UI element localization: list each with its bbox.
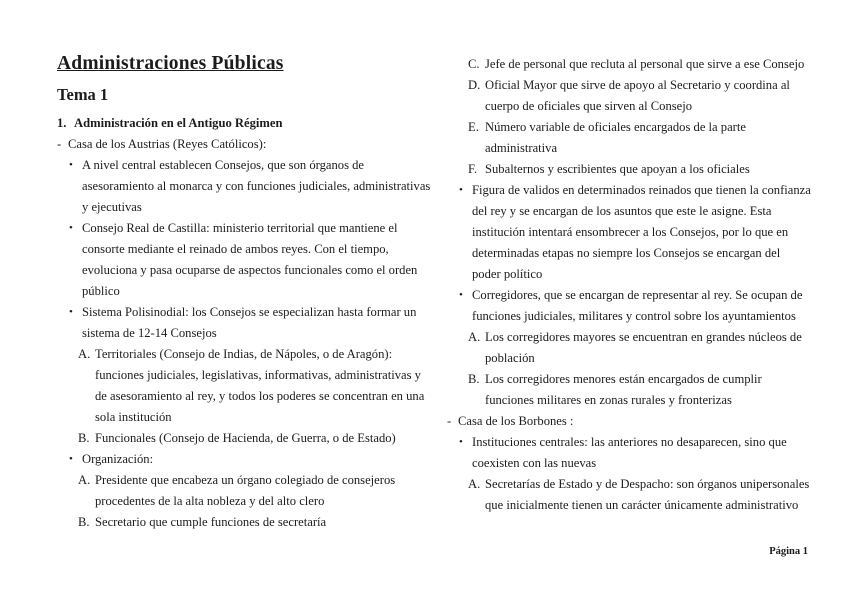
item-text: Corregidores, que se encargan de representar al rey. Se ocupan de funciones judiciales, militares y control sobre los ayuntamientos (472, 288, 803, 323)
item-text: Secretario que cumple funciones de secretaría (95, 515, 327, 529)
list-item (447, 327, 812, 369)
topic-heading: Tema 1 (57, 85, 109, 104)
list-item (447, 117, 812, 159)
bullet-marker: • (69, 453, 73, 465)
item-text: Número variable de oficiales encargados de la parte administrativa (485, 120, 746, 155)
list-item (57, 428, 433, 449)
letter-marker: D. (468, 78, 481, 92)
list-item (57, 449, 433, 470)
item-text: Funcionales (Consejo de Hacienda, de Guerra, o de Estado) (95, 431, 396, 445)
item-text: Los corregidores mayores se encuentran en grandes núcleos de población (485, 330, 802, 365)
letter-marker: B. (468, 372, 480, 386)
item-text: Oficial Mayor que sirve de apoyo al Secretario y coordina al cuerpo de oficiales que sirven al Consejo (485, 78, 790, 113)
letter-marker: B. (78, 431, 90, 445)
page-number: Página 1 (769, 546, 808, 557)
list-item (57, 302, 433, 344)
list-item (57, 218, 433, 302)
item-text: Instituciones centrales: las anteriores no desaparecen, sino que coexisten con las nuevas (472, 435, 787, 470)
letter-marker: A. (468, 477, 481, 491)
list-item (447, 474, 812, 516)
left-column (57, 52, 433, 599)
item-text: Secretarías de Estado y de Despacho: son órganos unipersonales que inicialmente tienen un carácter únicamente administrativo (485, 477, 810, 512)
list-item (447, 411, 812, 432)
list-item (447, 285, 812, 327)
item-text: Los corregidores menores están encargados de cumplir funciones militares en zonas rurales y fronterizas (485, 372, 762, 407)
document-title: Administraciones Públicas (57, 53, 284, 74)
bullet-marker: • (69, 222, 73, 234)
item-text: Subalternos y escribientes que apoyan a los oficiales (485, 162, 750, 176)
item-text: Jefe de personal que recluta al personal que sirve a ese Consejo (485, 57, 805, 71)
list-item (447, 432, 812, 474)
bullet-marker: • (69, 306, 73, 318)
item-text: Casa de los Austrias (Reyes Católicos): (68, 137, 267, 151)
letter-marker: A. (78, 347, 91, 361)
bullet-marker: • (459, 289, 463, 301)
list-item (57, 470, 433, 512)
list-item (447, 180, 812, 285)
item-text: Casa de los Borbones : (458, 414, 574, 428)
letter-marker: E. (468, 120, 479, 134)
list-item (57, 344, 433, 428)
number-marker: 1. (57, 116, 67, 130)
dash-marker: - (57, 137, 62, 151)
item-text: Administración en el Antiguo Régimen (74, 116, 283, 130)
item-text: Sistema Polisinodial: los Consejos se especializan hasta formar un sistema de 12-14 Consejos (82, 305, 417, 340)
letter-marker: F. (468, 162, 478, 176)
numbered-heading (57, 113, 433, 134)
list-item (447, 369, 812, 411)
list-item (57, 155, 433, 218)
bullet-marker: • (459, 184, 463, 196)
list-item (57, 134, 433, 155)
list-item (447, 75, 812, 117)
item-text: Organización: (82, 452, 154, 466)
item-text: Territoriales (Consejo de Indias, de Nápoles, o de Aragón): funciones judiciales, legislativas, informativas, administrativas y de asesoramiento al rey, y todos los poderes se concentran en una sola institución (95, 347, 425, 424)
bullet-marker: • (69, 159, 73, 171)
item-text: Consejo Real de Castilla: ministerio territorial que mantiene el consorte mediante el reinado de ambos reyes. Con el tiempo, evoluciona y pasa ocuparse de aspectos funcionales como el orden público (82, 221, 418, 298)
letter-marker: C. (468, 57, 480, 71)
letter-marker: A. (468, 330, 481, 344)
item-text: A nivel central establecen Consejos, que son órganos de asesoramiento al monarca y con funciones judiciales, administrativas y ejecutivas (82, 158, 431, 214)
bullet-marker: • (459, 436, 463, 448)
list-item (447, 54, 812, 75)
letter-marker: B. (78, 515, 90, 529)
item-text: Figura de validos en determinados reinados que tienen la confianza del rey y se encargan de los asuntos que este le asigne. Esta institución intentará ensombrecer a los Consejos, por lo que en determinadas etapas no siempre los Consejos se encargan del poder político (472, 183, 811, 281)
list-item (447, 159, 812, 180)
letter-marker: A. (78, 473, 91, 487)
right-column (447, 52, 812, 599)
list-item (57, 512, 433, 533)
dash-marker: - (447, 414, 452, 428)
item-text: Presidente que encabeza un órgano colegiado de consejeros procedentes de la alta nobleza y del alto clero (95, 473, 396, 508)
